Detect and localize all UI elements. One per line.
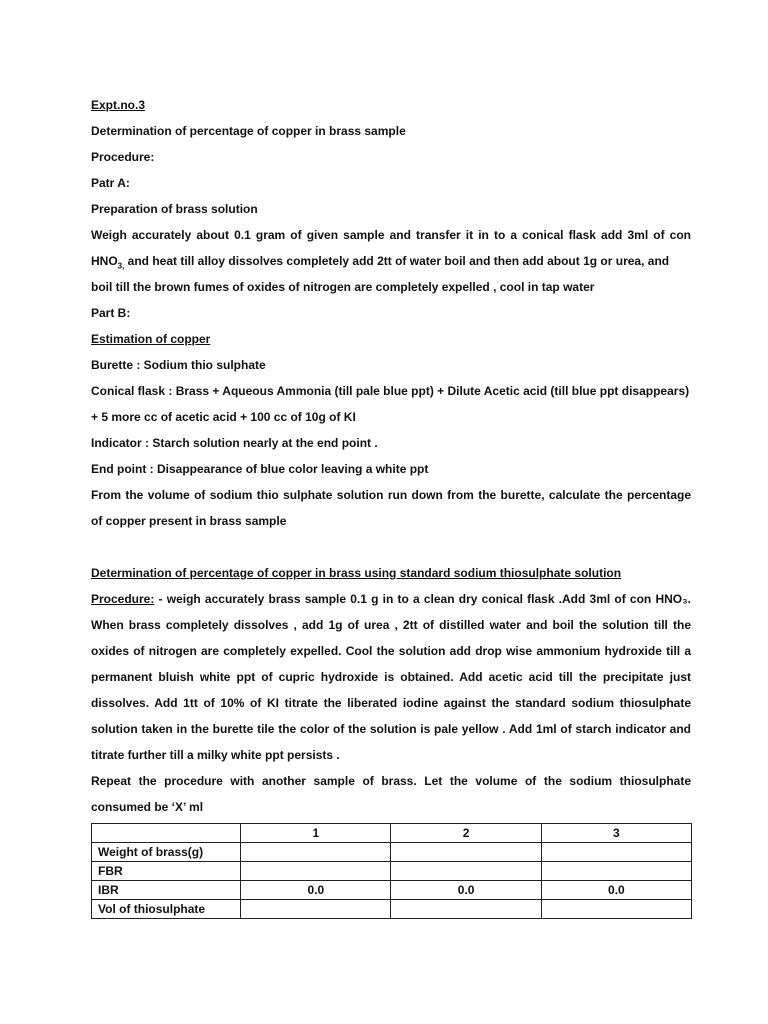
table-cell [541, 900, 691, 919]
table-cell [541, 862, 691, 881]
part-a-label: Patr A: [91, 176, 130, 190]
table-header-cell: 3 [541, 824, 691, 843]
section2-line: When brass completely dissolves , add 1g of urea , 2tt of distilled water and boil the solution till the [91, 618, 691, 632]
conical-flask-text: Conical flask : Brass + Aqueous Ammonia (till pale blue ppt) + Dilute Acetic acid (till blue ppt disappears) [91, 384, 690, 398]
table-row [92, 843, 692, 862]
table-cell: 0.0 [541, 881, 691, 900]
burette-text: Burette : Sodium thio sulphate [91, 358, 266, 372]
end-point-text: End point : Disappearance of blue color leaving a white ppt [91, 462, 429, 476]
table-row [92, 881, 692, 900]
experiment-heading: Expt.no.3 [91, 98, 146, 112]
section2-line: permanent bluish white ppt of cupric hydroxide is obtained. Add acetic acid till the precipitate just [91, 670, 691, 684]
indicator-text: Indicator : Starch solution nearly at the end point . [91, 436, 378, 450]
table-row-label: Vol of thiosulphate [92, 900, 241, 919]
section2-line: titrate further till a milky white ppt persists . [91, 748, 340, 762]
conical-flask-text: + 5 more cc of acetic acid + 100 cc of 10g of KI [91, 410, 356, 424]
table-header-row [92, 824, 692, 843]
table-row-label: Weight of brass(g) [92, 843, 241, 862]
table-cell [241, 900, 391, 919]
table-cell [391, 862, 541, 881]
calculation-text: From the volume of sodium thio sulphate solution run down from the burette, calculate the percentage [91, 488, 691, 502]
procedure-label: Procedure: [91, 150, 155, 164]
section2-title: Determination of percentage of copper in brass using standard sodium thiosulphate solution [91, 566, 622, 580]
section2-line: consumed be ‘X’ ml [91, 800, 204, 814]
part-b-title: Estimation of copper [91, 332, 211, 346]
blank-line [91, 534, 691, 560]
part-a-title: Preparation of brass solution [91, 202, 258, 216]
section2-procedure-label: Procedure: [91, 592, 155, 606]
experiment-title: Determination of percentage of copper in brass sample [91, 124, 406, 138]
table-header-cell: 2 [391, 824, 541, 843]
table-cell [541, 843, 691, 862]
section2-line: Repeat the procedure with another sample of brass. Let the volume of the sodium thiosulphate [91, 774, 691, 788]
part-a-text-line: Weigh accurately about 0.1 gram of given sample and transfer it in to a conical flask add 3ml of con [91, 228, 691, 242]
table-row [92, 862, 692, 881]
table-header-cell [92, 824, 241, 843]
section2-line: Procedure: - weigh accurately brass sample 0.1 g in to a clean dry conical flask .Add 3ml of con HNO₃. [91, 592, 691, 606]
table-cell [391, 843, 541, 862]
readings-table [91, 823, 692, 919]
table-cell [391, 900, 541, 919]
table-row-label: IBR [92, 881, 241, 900]
table-cell: 0.0 [391, 881, 541, 900]
table-cell [241, 862, 391, 881]
section2-line: oxides of nitrogen are completely expelled. Cool the solution add drop wise ammonium hydroxide till a [91, 644, 691, 658]
document-body [91, 92, 691, 820]
section2-line: dissolves. Add 1tt of 10% of KI titrate the liberated iodine against the standard sodium thiosulphate [91, 696, 691, 710]
part-b-label: Part B: [91, 306, 131, 320]
section2-line: solution taken in the burette tile the color of the solution is pale yellow . Add 1ml of starch indicator and [91, 722, 691, 736]
table-row [92, 900, 692, 919]
table-cell: 0.0 [241, 881, 391, 900]
table-cell [241, 843, 391, 862]
table-header-cell: 1 [241, 824, 391, 843]
part-a-text-line: $HNO_{3,}$ and heat till alloy dissolves completely add 2tt of water boil and then add about 1g or urea, and [91, 254, 670, 271]
table-row-label: FBR [92, 862, 241, 881]
calculation-text: of copper present in brass sample [91, 514, 287, 528]
part-a-text-line: boil till the brown fumes of oxides of nitrogen are completely expelled , cool in tap water [91, 280, 595, 294]
